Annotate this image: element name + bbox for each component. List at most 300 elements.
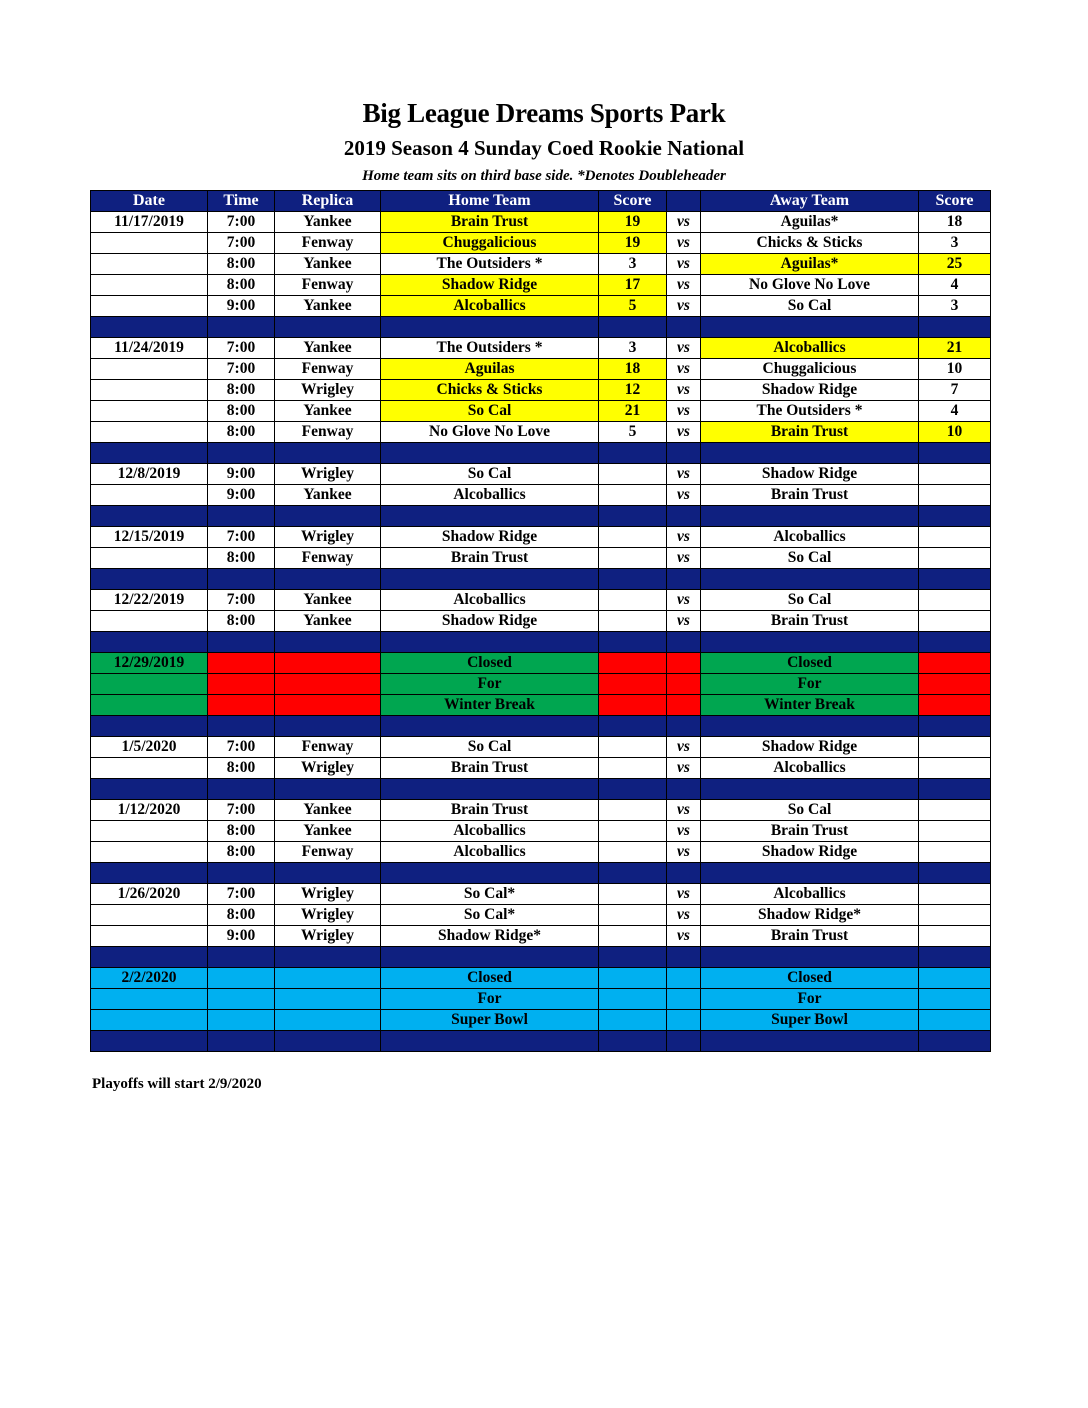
time-cell: 7:00 bbox=[208, 338, 275, 359]
away-score-cell bbox=[919, 611, 991, 632]
date-cell: 11/24/2019 bbox=[91, 338, 208, 359]
home-score-cell bbox=[599, 821, 667, 842]
game-row bbox=[91, 926, 991, 947]
away-score-cell bbox=[919, 653, 991, 674]
time-cell: 8:00 bbox=[208, 821, 275, 842]
closed-row bbox=[91, 1010, 991, 1031]
vs-cell bbox=[667, 674, 701, 695]
replica-cell: Wrigley bbox=[275, 884, 381, 905]
closed-row bbox=[91, 674, 991, 695]
home-score-cell bbox=[599, 926, 667, 947]
time-cell: 8:00 bbox=[208, 611, 275, 632]
separator-cell bbox=[599, 716, 667, 737]
replica-cell: Yankee bbox=[275, 338, 381, 359]
game-row bbox=[91, 737, 991, 758]
time-cell: 7:00 bbox=[208, 212, 275, 233]
separator-cell bbox=[381, 506, 599, 527]
date-cell bbox=[91, 611, 208, 632]
vs-cell: vs bbox=[667, 380, 701, 401]
vs-cell: vs bbox=[667, 212, 701, 233]
date-cell bbox=[91, 275, 208, 296]
time-cell: 9:00 bbox=[208, 485, 275, 506]
date-cell bbox=[91, 485, 208, 506]
date-cell: 11/17/2019 bbox=[91, 212, 208, 233]
separator-row bbox=[91, 947, 991, 968]
home-team-cell: Closed bbox=[381, 968, 599, 989]
game-row bbox=[91, 884, 991, 905]
date-cell bbox=[91, 695, 208, 716]
time-cell bbox=[208, 674, 275, 695]
away-team-cell: Super Bowl bbox=[701, 1010, 919, 1031]
home-team-cell: Brain Trust bbox=[381, 212, 599, 233]
replica-cell: Fenway bbox=[275, 422, 381, 443]
home-team-cell: Alcoballics bbox=[381, 842, 599, 863]
separator-cell bbox=[919, 569, 991, 590]
time-cell: 7:00 bbox=[208, 590, 275, 611]
col-header-home-score: Score bbox=[599, 191, 667, 212]
vs-cell: vs bbox=[667, 590, 701, 611]
separator-cell bbox=[381, 632, 599, 653]
separator-cell bbox=[381, 569, 599, 590]
replica-cell: Fenway bbox=[275, 359, 381, 380]
away-score-cell bbox=[919, 464, 991, 485]
separator-cell bbox=[275, 1031, 381, 1052]
col-header-away-score: Score bbox=[919, 191, 991, 212]
separator-cell bbox=[208, 716, 275, 737]
away-score-cell: 21 bbox=[919, 338, 991, 359]
away-score-cell bbox=[919, 821, 991, 842]
separator-cell bbox=[599, 632, 667, 653]
time-cell: 7:00 bbox=[208, 800, 275, 821]
date-cell bbox=[91, 401, 208, 422]
vs-cell: vs bbox=[667, 842, 701, 863]
separator-cell bbox=[701, 1031, 919, 1052]
separator-cell bbox=[701, 506, 919, 527]
home-score-cell bbox=[599, 464, 667, 485]
vs-cell: vs bbox=[667, 296, 701, 317]
separator-cell bbox=[667, 317, 701, 338]
away-score-cell: 4 bbox=[919, 401, 991, 422]
date-cell bbox=[91, 989, 208, 1010]
separator-cell bbox=[275, 947, 381, 968]
separator-cell bbox=[919, 716, 991, 737]
separator-cell bbox=[91, 863, 208, 884]
home-score-cell: 19 bbox=[599, 212, 667, 233]
separator-cell bbox=[599, 779, 667, 800]
vs-cell: vs bbox=[667, 758, 701, 779]
separator-cell bbox=[599, 443, 667, 464]
time-cell: 8:00 bbox=[208, 380, 275, 401]
time-cell: 8:00 bbox=[208, 275, 275, 296]
home-team-cell: Shadow Ridge bbox=[381, 611, 599, 632]
replica-cell: Fenway bbox=[275, 275, 381, 296]
vs-cell: vs bbox=[667, 926, 701, 947]
home-team-cell: Brain Trust bbox=[381, 548, 599, 569]
separator-cell bbox=[919, 317, 991, 338]
separator-cell bbox=[381, 779, 599, 800]
home-score-cell bbox=[599, 485, 667, 506]
replica-cell: Wrigley bbox=[275, 758, 381, 779]
game-row bbox=[91, 401, 991, 422]
separator-row bbox=[91, 632, 991, 653]
time-cell: 8:00 bbox=[208, 758, 275, 779]
replica-cell: Fenway bbox=[275, 842, 381, 863]
away-team-cell: No Glove No Love bbox=[701, 275, 919, 296]
away-score-cell: 25 bbox=[919, 254, 991, 275]
schedule-body bbox=[91, 212, 991, 1052]
separator-cell bbox=[208, 1031, 275, 1052]
game-row bbox=[91, 548, 991, 569]
date-cell: 12/29/2019 bbox=[91, 653, 208, 674]
game-row bbox=[91, 905, 991, 926]
separator-cell bbox=[91, 443, 208, 464]
home-score-cell: 5 bbox=[599, 422, 667, 443]
separator-cell bbox=[599, 317, 667, 338]
home-team-cell: Closed bbox=[381, 653, 599, 674]
time-cell: 7:00 bbox=[208, 359, 275, 380]
replica-cell: Wrigley bbox=[275, 380, 381, 401]
away-team-cell: Shadow Ridge bbox=[701, 737, 919, 758]
away-score-cell bbox=[919, 905, 991, 926]
replica-cell: Yankee bbox=[275, 800, 381, 821]
separator-cell bbox=[667, 1031, 701, 1052]
time-cell bbox=[208, 968, 275, 989]
game-row bbox=[91, 485, 991, 506]
home-team-cell: Alcoballics bbox=[381, 821, 599, 842]
separator-cell bbox=[91, 947, 208, 968]
vs-cell: vs bbox=[667, 800, 701, 821]
home-score-cell: 3 bbox=[599, 254, 667, 275]
separator-cell bbox=[381, 443, 599, 464]
separator-cell bbox=[208, 779, 275, 800]
separator-cell bbox=[381, 317, 599, 338]
table-header-row bbox=[91, 191, 991, 212]
schedule-table bbox=[90, 190, 991, 1052]
away-score-cell bbox=[919, 842, 991, 863]
home-score-cell bbox=[599, 548, 667, 569]
home-team-cell: For bbox=[381, 674, 599, 695]
time-cell: 7:00 bbox=[208, 737, 275, 758]
date-cell bbox=[91, 926, 208, 947]
game-row bbox=[91, 296, 991, 317]
game-row bbox=[91, 275, 991, 296]
game-row bbox=[91, 800, 991, 821]
separator-cell bbox=[667, 569, 701, 590]
separator-cell bbox=[275, 863, 381, 884]
game-row bbox=[91, 842, 991, 863]
game-row bbox=[91, 422, 991, 443]
separator-cell bbox=[381, 1031, 599, 1052]
separator-cell bbox=[208, 569, 275, 590]
page-subtitle: 2019 Season 4 Sunday Coed Rookie National bbox=[343, 136, 745, 160]
separator-cell bbox=[91, 569, 208, 590]
time-cell bbox=[208, 989, 275, 1010]
replica-cell bbox=[275, 968, 381, 989]
date-cell bbox=[91, 905, 208, 926]
col-header-home-team: Home Team bbox=[381, 191, 599, 212]
date-cell bbox=[91, 380, 208, 401]
separator-cell bbox=[381, 863, 599, 884]
col-header-away-team: Away Team bbox=[701, 191, 919, 212]
replica-cell: Fenway bbox=[275, 233, 381, 254]
time-cell: 8:00 bbox=[208, 842, 275, 863]
separator-cell bbox=[919, 863, 991, 884]
away-score-cell bbox=[919, 527, 991, 548]
separator-cell bbox=[599, 569, 667, 590]
home-team-cell: Shadow Ridge bbox=[381, 275, 599, 296]
away-team-cell: Shadow Ridge bbox=[701, 464, 919, 485]
away-score-cell bbox=[919, 758, 991, 779]
time-cell: 8:00 bbox=[208, 401, 275, 422]
replica-cell bbox=[275, 653, 381, 674]
date-cell: 1/5/2020 bbox=[91, 737, 208, 758]
home-score-cell bbox=[599, 884, 667, 905]
separator-cell bbox=[208, 506, 275, 527]
away-team-cell: For bbox=[701, 674, 919, 695]
replica-cell: Yankee bbox=[275, 821, 381, 842]
replica-cell: Wrigley bbox=[275, 905, 381, 926]
separator-cell bbox=[275, 317, 381, 338]
away-score-cell bbox=[919, 674, 991, 695]
date-cell bbox=[91, 758, 208, 779]
time-cell bbox=[208, 695, 275, 716]
home-team-cell: Shadow Ridge* bbox=[381, 926, 599, 947]
away-team-cell: Aguilas* bbox=[701, 212, 919, 233]
separator-row bbox=[91, 863, 991, 884]
date-cell: 12/15/2019 bbox=[91, 527, 208, 548]
date-cell: 1/12/2020 bbox=[91, 800, 208, 821]
replica-cell: Yankee bbox=[275, 212, 381, 233]
separator-cell bbox=[381, 947, 599, 968]
separator-cell bbox=[667, 506, 701, 527]
replica-cell: Yankee bbox=[275, 296, 381, 317]
separator-cell bbox=[381, 716, 599, 737]
vs-cell: vs bbox=[667, 548, 701, 569]
home-score-cell bbox=[599, 674, 667, 695]
separator-cell bbox=[91, 317, 208, 338]
separator-cell bbox=[91, 632, 208, 653]
col-header-replica: Replica bbox=[275, 191, 381, 212]
away-score-cell bbox=[919, 1010, 991, 1031]
vs-cell: vs bbox=[667, 275, 701, 296]
separator-cell bbox=[701, 716, 919, 737]
game-row bbox=[91, 758, 991, 779]
date-cell bbox=[91, 359, 208, 380]
replica-cell: Wrigley bbox=[275, 926, 381, 947]
home-team-cell: Chicks & Sticks bbox=[381, 380, 599, 401]
away-team-cell: Brain Trust bbox=[701, 422, 919, 443]
separator-cell bbox=[919, 632, 991, 653]
separator-row bbox=[91, 506, 991, 527]
game-row bbox=[91, 212, 991, 233]
game-row bbox=[91, 464, 991, 485]
replica-cell bbox=[275, 695, 381, 716]
date-cell bbox=[91, 674, 208, 695]
separator-cell bbox=[91, 1031, 208, 1052]
home-score-cell: 3 bbox=[599, 338, 667, 359]
away-team-cell: So Cal bbox=[701, 296, 919, 317]
vs-cell: vs bbox=[667, 737, 701, 758]
vs-cell: vs bbox=[667, 884, 701, 905]
col-header-vs bbox=[667, 191, 701, 212]
separator-cell bbox=[919, 443, 991, 464]
away-team-cell: Winter Break bbox=[701, 695, 919, 716]
away-team-cell: Shadow Ridge bbox=[701, 380, 919, 401]
home-team-cell: Chuggalicious bbox=[381, 233, 599, 254]
vs-cell bbox=[667, 968, 701, 989]
separator-cell bbox=[701, 863, 919, 884]
separator-cell bbox=[275, 632, 381, 653]
separator-cell bbox=[275, 569, 381, 590]
home-team-cell: Winter Break bbox=[381, 695, 599, 716]
separator-row bbox=[91, 569, 991, 590]
replica-cell: Yankee bbox=[275, 254, 381, 275]
separator-cell bbox=[275, 779, 381, 800]
separator-cell bbox=[701, 569, 919, 590]
date-cell bbox=[91, 548, 208, 569]
away-team-cell: Shadow Ridge* bbox=[701, 905, 919, 926]
game-row bbox=[91, 611, 991, 632]
separator-cell bbox=[275, 716, 381, 737]
away-team-cell: Chicks & Sticks bbox=[701, 233, 919, 254]
home-score-cell bbox=[599, 590, 667, 611]
home-team-cell: The Outsiders * bbox=[381, 254, 599, 275]
home-score-cell bbox=[599, 737, 667, 758]
away-score-cell: 3 bbox=[919, 296, 991, 317]
separator-cell bbox=[701, 779, 919, 800]
separator-cell bbox=[275, 506, 381, 527]
vs-cell bbox=[667, 695, 701, 716]
game-row bbox=[91, 359, 991, 380]
away-team-cell: Alcoballics bbox=[701, 338, 919, 359]
game-row bbox=[91, 338, 991, 359]
away-team-cell: The Outsiders * bbox=[701, 401, 919, 422]
away-score-cell: 18 bbox=[919, 212, 991, 233]
separator-row bbox=[91, 716, 991, 737]
separator-cell bbox=[919, 947, 991, 968]
home-team-cell: The Outsiders * bbox=[381, 338, 599, 359]
game-row bbox=[91, 527, 991, 548]
separator-cell bbox=[919, 506, 991, 527]
home-team-cell: Shadow Ridge bbox=[381, 527, 599, 548]
vs-cell: vs bbox=[667, 821, 701, 842]
replica-cell: Wrigley bbox=[275, 464, 381, 485]
replica-cell: Yankee bbox=[275, 401, 381, 422]
replica-cell bbox=[275, 674, 381, 695]
date-cell bbox=[91, 296, 208, 317]
home-score-cell: 5 bbox=[599, 296, 667, 317]
separator-row bbox=[91, 443, 991, 464]
page-title: Big League Dreams Sports Park bbox=[362, 98, 726, 128]
date-cell bbox=[91, 422, 208, 443]
vs-cell: vs bbox=[667, 359, 701, 380]
home-team-cell: For bbox=[381, 989, 599, 1010]
schedule-note: Home team sits on third base side. *Denotes Doubleheader bbox=[362, 168, 726, 184]
separator-cell bbox=[701, 443, 919, 464]
date-cell: 1/26/2020 bbox=[91, 884, 208, 905]
game-row bbox=[91, 233, 991, 254]
replica-cell bbox=[275, 1010, 381, 1031]
away-team-cell: Chuggalicious bbox=[701, 359, 919, 380]
closed-row bbox=[91, 989, 991, 1010]
date-cell bbox=[91, 842, 208, 863]
time-cell bbox=[208, 1010, 275, 1031]
vs-cell: vs bbox=[667, 254, 701, 275]
home-team-cell: Alcoballics bbox=[381, 485, 599, 506]
home-team-cell: So Cal* bbox=[381, 884, 599, 905]
away-score-cell bbox=[919, 800, 991, 821]
vs-cell bbox=[667, 989, 701, 1010]
home-score-cell: 18 bbox=[599, 359, 667, 380]
away-team-cell: Shadow Ridge bbox=[701, 842, 919, 863]
date-cell bbox=[91, 1010, 208, 1031]
separator-cell bbox=[667, 947, 701, 968]
vs-cell: vs bbox=[667, 485, 701, 506]
away-score-cell bbox=[919, 485, 991, 506]
playoffs-note: Playoffs will start 2/9/2020 bbox=[92, 1076, 262, 1092]
time-cell: 7:00 bbox=[208, 527, 275, 548]
time-cell: 9:00 bbox=[208, 296, 275, 317]
away-score-cell bbox=[919, 548, 991, 569]
vs-cell: vs bbox=[667, 233, 701, 254]
home-score-cell bbox=[599, 905, 667, 926]
separator-cell bbox=[667, 632, 701, 653]
replica-cell: Yankee bbox=[275, 590, 381, 611]
closed-row bbox=[91, 653, 991, 674]
separator-cell bbox=[208, 443, 275, 464]
separator-cell bbox=[599, 947, 667, 968]
date-cell bbox=[91, 254, 208, 275]
home-team-cell: Alcoballics bbox=[381, 296, 599, 317]
separator-cell bbox=[91, 716, 208, 737]
home-team-cell: Brain Trust bbox=[381, 800, 599, 821]
home-team-cell: Super Bowl bbox=[381, 1010, 599, 1031]
separator-row bbox=[91, 1031, 991, 1052]
home-score-cell bbox=[599, 653, 667, 674]
vs-cell: vs bbox=[667, 338, 701, 359]
away-team-cell: Alcoballics bbox=[701, 884, 919, 905]
separator-cell bbox=[599, 1031, 667, 1052]
vs-cell: vs bbox=[667, 422, 701, 443]
replica-cell: Yankee bbox=[275, 611, 381, 632]
date-cell bbox=[91, 821, 208, 842]
home-score-cell bbox=[599, 527, 667, 548]
away-team-cell: Brain Trust bbox=[701, 821, 919, 842]
separator-cell bbox=[701, 317, 919, 338]
vs-cell bbox=[667, 653, 701, 674]
replica-cell: Yankee bbox=[275, 485, 381, 506]
away-score-cell bbox=[919, 695, 991, 716]
away-score-cell bbox=[919, 968, 991, 989]
time-cell: 8:00 bbox=[208, 905, 275, 926]
home-score-cell bbox=[599, 800, 667, 821]
away-team-cell: Brain Trust bbox=[701, 926, 919, 947]
separator-cell bbox=[599, 863, 667, 884]
col-header-time: Time bbox=[208, 191, 275, 212]
replica-cell: Wrigley bbox=[275, 527, 381, 548]
time-cell: 8:00 bbox=[208, 422, 275, 443]
home-team-cell: So Cal bbox=[381, 737, 599, 758]
home-score-cell bbox=[599, 758, 667, 779]
separator-row bbox=[91, 317, 991, 338]
game-row bbox=[91, 821, 991, 842]
away-score-cell bbox=[919, 989, 991, 1010]
separator-cell bbox=[599, 506, 667, 527]
closed-row bbox=[91, 695, 991, 716]
away-team-cell: So Cal bbox=[701, 548, 919, 569]
away-team-cell: Aguilas* bbox=[701, 254, 919, 275]
away-score-cell: 3 bbox=[919, 233, 991, 254]
